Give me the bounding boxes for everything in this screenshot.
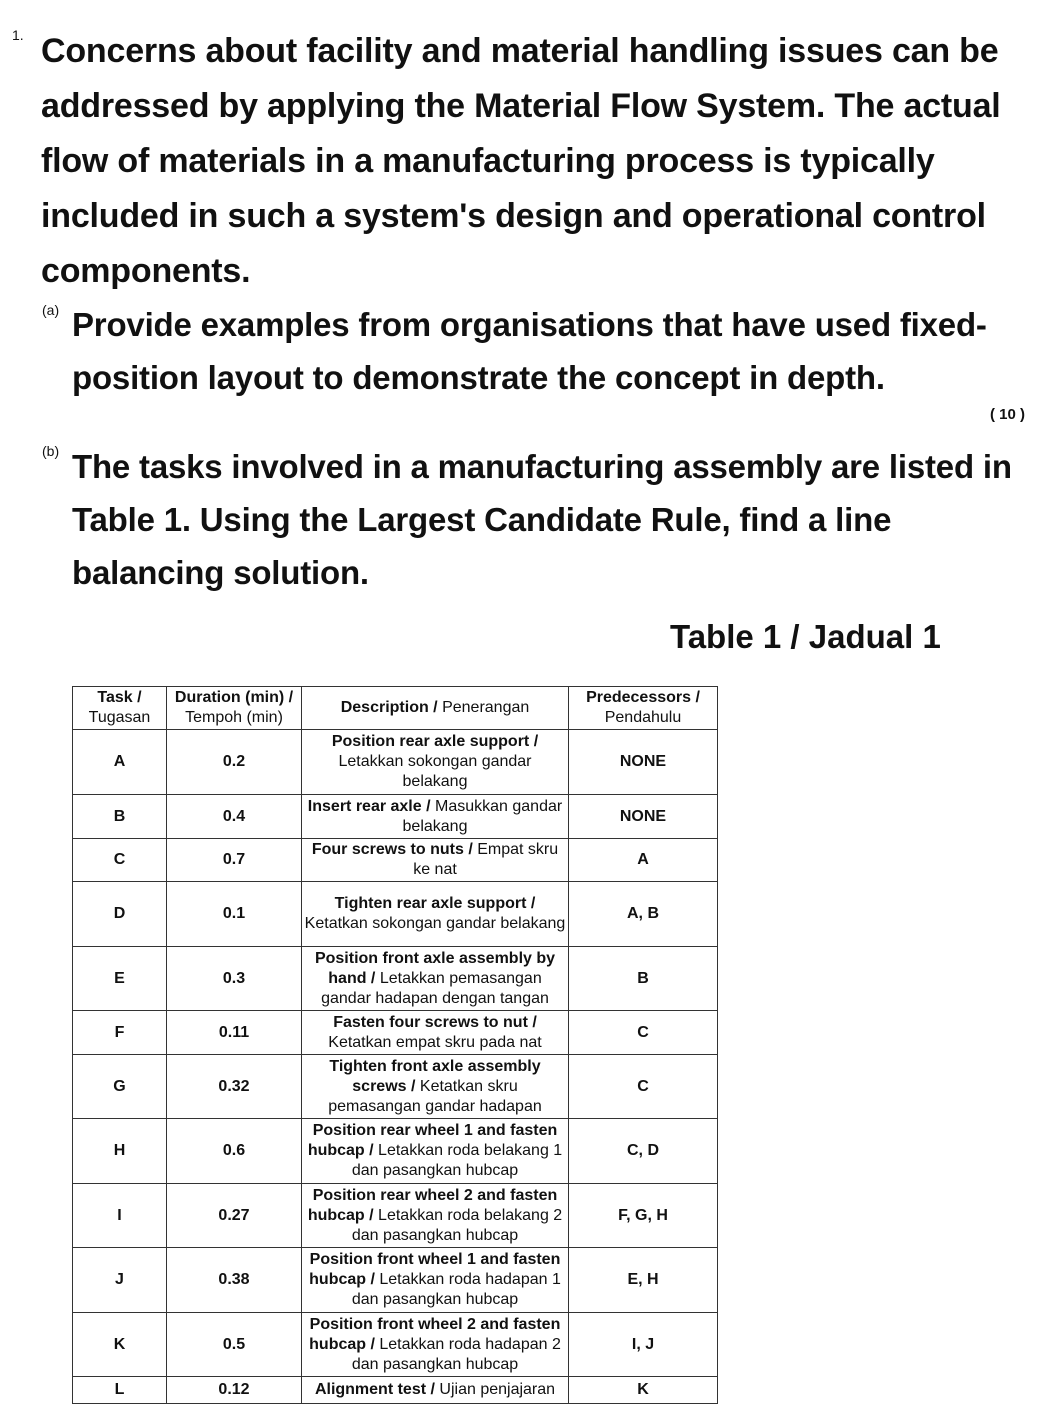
header-duration-ms: Tempoh (min) <box>185 709 283 726</box>
description-cell <box>302 1377 569 1404</box>
table-row <box>73 1011 718 1055</box>
duration-cell: 0.3 <box>167 947 302 1011</box>
task-cell: B <box>73 795 167 839</box>
table-row <box>73 795 718 839</box>
part-b-text: The tasks involved in a manufacturing assembly are listed in Table 1. Using the Largest Candidate Rule, find a line balancing solution. <box>72 448 1012 591</box>
description-en: Position rear axle support / <box>331 733 539 750</box>
duration-cell: 0.6 <box>167 1119 302 1184</box>
description-cell <box>302 839 569 882</box>
task-cell: J <box>73 1248 167 1313</box>
part-a-label: (a) <box>42 302 60 318</box>
header-predecessors-en: Predecessors / <box>586 689 700 706</box>
task-cell: C <box>73 839 167 882</box>
question-stem: Concerns about facility and material handling issues can be addressed by applying the Material Flow System. The actual flow of materials in a manufacturing process is typically included in such a system's design and operational control components. <box>41 32 1001 290</box>
duration-cell: 0.38 <box>167 1248 302 1313</box>
predecessors-cell: A, B <box>569 882 718 947</box>
description-cell <box>302 1011 569 1055</box>
description-en: Fasten four screws to nut / <box>333 1013 537 1031</box>
description-en: Position rear wheel 1 and fasten hubcap / <box>307 1122 558 1159</box>
description-en: Tighten rear axle support / <box>334 895 536 912</box>
description-ms: Empat skru ke nat <box>413 841 559 878</box>
header-predecessors-ms: Pendahulu <box>604 709 682 726</box>
description-ms: Ketatkan sokongan gandar belakang <box>304 915 566 932</box>
description-ms: Letakkan pemasangan gandar hadapan dengan tangan <box>321 969 549 1007</box>
task-cell: L <box>73 1377 167 1404</box>
duration-cell: 0.32 <box>167 1055 302 1119</box>
table-header-row <box>73 687 718 730</box>
predecessors-cell: C <box>569 1055 718 1119</box>
table-row <box>73 947 718 1011</box>
duration-cell: 0.4 <box>167 795 302 839</box>
description-ms: Ketatkan skru pemasangan gandar hadapan <box>328 1077 542 1115</box>
description-ms: Ketatkan empat skru pada nat <box>328 1033 542 1051</box>
description-en: Insert rear axle / <box>307 797 431 815</box>
duration-cell: 0.1 <box>167 882 302 947</box>
description-cell <box>302 795 569 839</box>
description-cell <box>302 882 569 947</box>
description-ms: Ujian penjajaran <box>439 1381 556 1398</box>
description-en: Position front wheel 2 and fasten hubcap / <box>309 1315 561 1353</box>
predecessors-cell: I, J <box>569 1313 718 1377</box>
predecessors-cell: A <box>569 839 718 882</box>
header-duration <box>167 687 302 730</box>
table-row <box>73 839 718 882</box>
header-task <box>73 687 167 730</box>
predecessors-cell: C, D <box>569 1119 718 1184</box>
task-cell: F <box>73 1011 167 1055</box>
duration-cell: 0.12 <box>167 1377 302 1404</box>
description-ms: Letakkan roda belakang 2 dan pasangkan hubcap <box>351 1206 563 1244</box>
predecessors-cell: K <box>569 1377 718 1404</box>
header-description-ms: Penerangan <box>442 699 530 716</box>
task-cell: G <box>73 1055 167 1119</box>
description-cell <box>302 1119 569 1184</box>
header-task-ms: Tugasan <box>88 709 151 726</box>
description-ms: Letakkan roda hadapan 2 dan pasangkan hubcap <box>351 1335 561 1373</box>
table-row <box>73 1248 718 1313</box>
predecessors-cell: B <box>569 947 718 1011</box>
table-row <box>73 1377 718 1404</box>
task-cell: A <box>73 730 167 795</box>
task-cell: D <box>73 882 167 947</box>
predecessors-cell: E, H <box>569 1248 718 1313</box>
description-cell <box>302 730 569 795</box>
task-table <box>72 686 718 1404</box>
duration-cell: 0.7 <box>167 839 302 882</box>
description-en: Position front axle assembly by hand / <box>314 949 556 987</box>
predecessors-cell: NONE <box>569 795 718 839</box>
header-task-en: Task / <box>97 689 142 706</box>
description-en: Position rear wheel 2 and fasten hubcap / <box>307 1186 558 1224</box>
duration-cell: 0.2 <box>167 730 302 795</box>
predecessors-cell: NONE <box>569 730 718 795</box>
part-a-marks: ( 10 ) <box>989 406 1025 423</box>
part-a-text: Provide examples from organisations that have used fixed-position layout to demonstrate the concept in depth. <box>72 306 987 396</box>
predecessors-cell: C <box>569 1011 718 1055</box>
task-cell: I <box>73 1184 167 1248</box>
duration-cell: 0.27 <box>167 1184 302 1248</box>
task-cell: H <box>73 1119 167 1184</box>
question-number: 1. <box>12 27 24 43</box>
duration-cell: 0.11 <box>167 1011 302 1055</box>
table-row <box>73 1119 718 1184</box>
part-b-label: (b) <box>42 443 60 459</box>
description-ms: Masukkan gandar belakang <box>402 797 563 835</box>
header-description-en: Description <box>340 699 429 716</box>
table-title: Table 1 / Jadual 1 <box>670 618 941 655</box>
table-row <box>73 882 718 947</box>
table-row <box>73 730 718 795</box>
header-duration-en: Duration (min) / <box>174 689 294 706</box>
header-predecessors <box>569 687 718 730</box>
table-row <box>73 1055 718 1119</box>
description-cell <box>302 947 569 1011</box>
duration-cell: 0.5 <box>167 1313 302 1377</box>
table-row <box>73 1313 718 1377</box>
description-cell <box>302 1248 569 1313</box>
predecessors-cell: F, G, H <box>569 1184 718 1248</box>
description-ms: Letakkan roda belakang 1 dan pasangkan hubcap <box>351 1142 563 1179</box>
header-description-sep: / <box>428 699 443 716</box>
description-ms: Letakkan roda hadapan 1 dan pasangkan hubcap <box>351 1271 561 1308</box>
description-en: Position front wheel 1 and fasten hubcap / <box>309 1251 561 1288</box>
table-row <box>73 1184 718 1248</box>
description-en: Four screws to nuts / <box>311 841 473 858</box>
description-cell <box>302 1055 569 1119</box>
description-ms: Letakkan sokongan gandar belakang <box>338 753 532 790</box>
description-en: Alignment test / <box>314 1381 435 1398</box>
header-description <box>302 687 569 730</box>
description-cell <box>302 1184 569 1248</box>
task-cell: K <box>73 1313 167 1377</box>
task-cell: E <box>73 947 167 1011</box>
description-en: Tighten front axle assembly screws / <box>329 1057 541 1095</box>
description-cell <box>302 1313 569 1377</box>
